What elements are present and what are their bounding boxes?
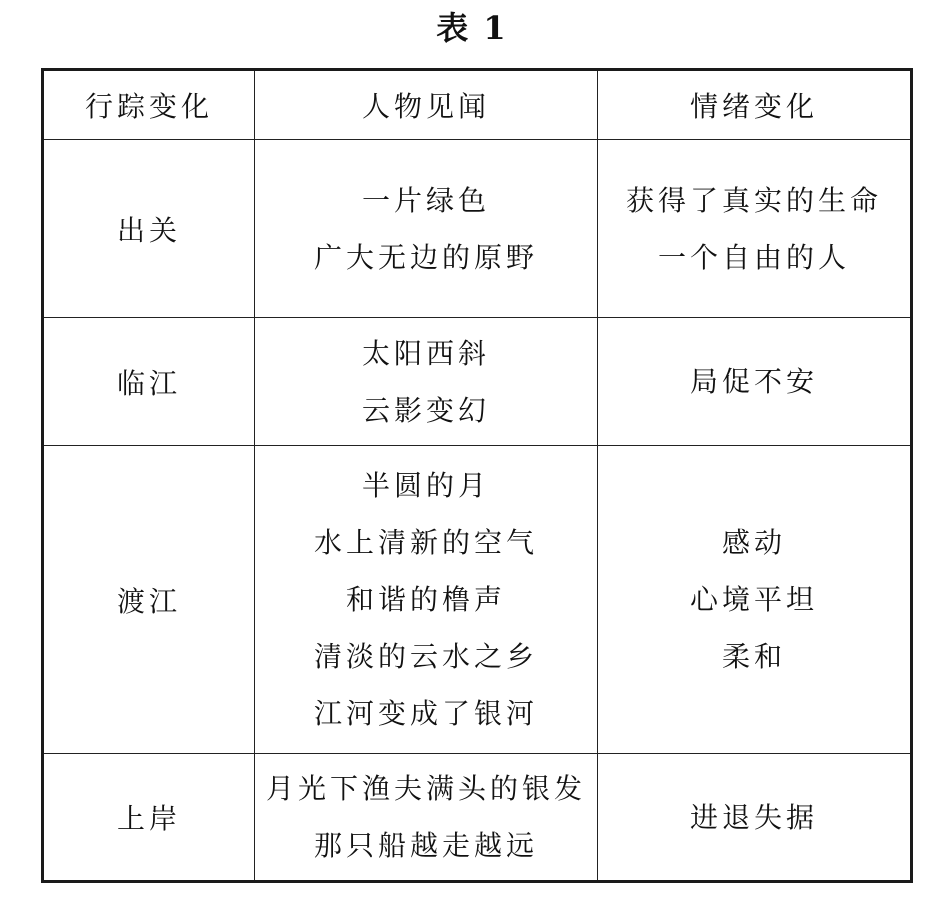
observation-line: 一片绿色 (361, 183, 490, 217)
emotions-cell (598, 318, 912, 446)
observation-line: 那只船越走越远 (313, 829, 538, 862)
emotion-line: 一个自由的人 (657, 240, 850, 274)
emotions-cell (598, 754, 912, 882)
table-row (43, 446, 912, 754)
table-row (43, 140, 912, 318)
observations-cell (255, 140, 598, 318)
table-row (43, 318, 912, 446)
header-emotions: 情绪变化 (598, 70, 912, 140)
emotion-line: 获得了真实的生命 (625, 183, 882, 217)
header-itinerary: 行踪变化 (43, 70, 255, 140)
observation-line: 半圆的月 (361, 469, 490, 502)
itinerary-emotion-table (41, 68, 913, 883)
emotion-line: 心境平坦 (689, 583, 818, 616)
observations-cell (255, 446, 598, 754)
observation-line: 太阳西斜 (361, 336, 490, 370)
location-cell: 上岸 (43, 754, 255, 882)
observation-line: 云影变幻 (361, 393, 490, 427)
emotions-cell (598, 446, 912, 754)
emotions-cell (598, 140, 912, 318)
location-cell: 渡江 (43, 446, 255, 754)
header-observations: 人物见闻 (255, 70, 598, 140)
table-row (43, 754, 912, 882)
emotion-line: 感动 (721, 526, 786, 559)
emotion-line: 柔和 (721, 640, 786, 673)
location-cell: 出关 (43, 140, 255, 318)
emotion-line: 局促不安 (689, 365, 818, 398)
observation-line: 清淡的云水之乡 (313, 640, 538, 673)
observation-line: 江河变成了银河 (313, 697, 538, 730)
location-cell: 临江 (43, 318, 255, 446)
observation-line: 月光下渔夫满头的银发 (265, 772, 586, 805)
observation-line: 广大无边的原野 (313, 240, 538, 274)
observations-cell (255, 318, 598, 446)
emotion-line: 进退失据 (689, 800, 818, 834)
observation-line: 和谐的橹声 (345, 583, 506, 616)
observation-line: 水上清新的空气 (313, 526, 538, 559)
table-caption: 表 1 (436, 9, 508, 47)
observations-cell (255, 754, 598, 882)
table-header-row (43, 70, 912, 140)
